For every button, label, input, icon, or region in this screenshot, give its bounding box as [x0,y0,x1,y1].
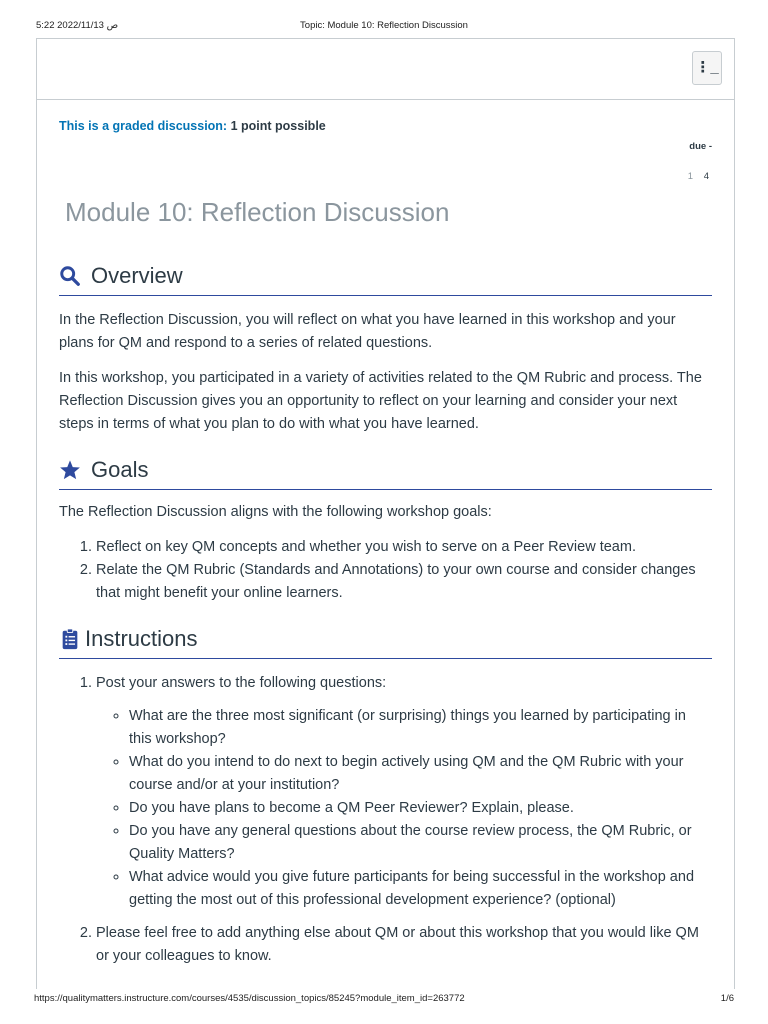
overview-heading [59,259,712,296]
total-count: 4 [703,171,709,182]
kebab-menu-icon: ⋮_ [695,59,719,76]
instruction-step: 2. Please feel free to add anything else about QM or about this workshop that you would like QM or your colleagues to know. [96,922,712,968]
goals-list [59,536,712,605]
reply-counts [688,171,709,182]
graded-label: This is a graded discussion: [59,119,228,133]
goals-intro: The Reflection Discussion aligns with the following workshop goals: [59,504,492,520]
questions-list [96,705,712,912]
instructions-heading [59,622,712,659]
question-item: ◦ Do you have any general questions about the course review process, the QM Rubric, or Quality Matters? [129,820,712,866]
instruction-step-text: Post your answers to the following questions: [96,675,387,691]
page-url: https://qualitymatters.instructure.com/courses/4535/discussion_topics/85245?module_item_id=263772 [34,993,465,1004]
goals-title: Goals [91,457,149,482]
question-item: ◦ Do you have plans to become a QM Peer Reviewer? Explain, please. [129,797,712,820]
page-number: 1/6 [720,993,734,1004]
print-header [0,14,768,34]
instructions-title: Instructions [85,626,198,651]
goal-item: 2. Relate the QM Rubric (Standards and Annotations) to your own course and consider changes that might benefit your online learners. [96,559,712,605]
question-item: ◦ What are the three most significant (or surprising) things you learned by participating in this workshop? [129,705,712,751]
question-item: ◦ What do you intend to do next to begin actively using QM and the QM Rubric with your course and/or at your institution? [129,751,712,797]
overview-title: Overview [91,263,183,288]
goals-heading [59,453,712,490]
star-icon [59,459,81,481]
discussion-content [59,119,712,964]
graded-notice [59,119,712,133]
overview-paragraph-1: In the Reflection Discussion, you will reflect on what you have learned in this workshop and your plans for QM and respond to a series of related questions. [59,312,676,351]
overview-paragraph-2: In this workshop, you participated in a variety of activities related to the QM Rubric and process. The Reflection Discussion gives you an opportunity to reflect on your learning and consider your next steps in terms of what you plan to do with what you have learned. [59,370,702,432]
print-footer [0,991,768,1009]
instructions-list [59,672,712,968]
instruction-step [96,672,712,912]
question-item: ◦ What advice would you give future participants for being successful in the workshop and getting the most out of this professional development experience? (optional) [129,866,712,912]
discussion-frame [36,38,735,989]
clipboard-list-icon [59,628,81,650]
due-date: due - [689,141,712,152]
kebab-menu-button[interactable] [692,51,722,85]
unread-count: 1 [687,171,694,182]
goal-item: 1. Reflect on key QM concepts and whether you wish to serve on a Peer Review team. [96,536,712,559]
search-icon [59,265,81,287]
graded-points: 1 point possible [230,119,326,133]
discussion-toolbar [37,39,734,100]
print-datetime: 5:22 2022/11/13 ص [36,20,119,31]
page-title: Module 10: Reflection Discussion [65,197,450,227]
print-topic: Topic: Module 10: Reflection Discussion [300,20,468,31]
